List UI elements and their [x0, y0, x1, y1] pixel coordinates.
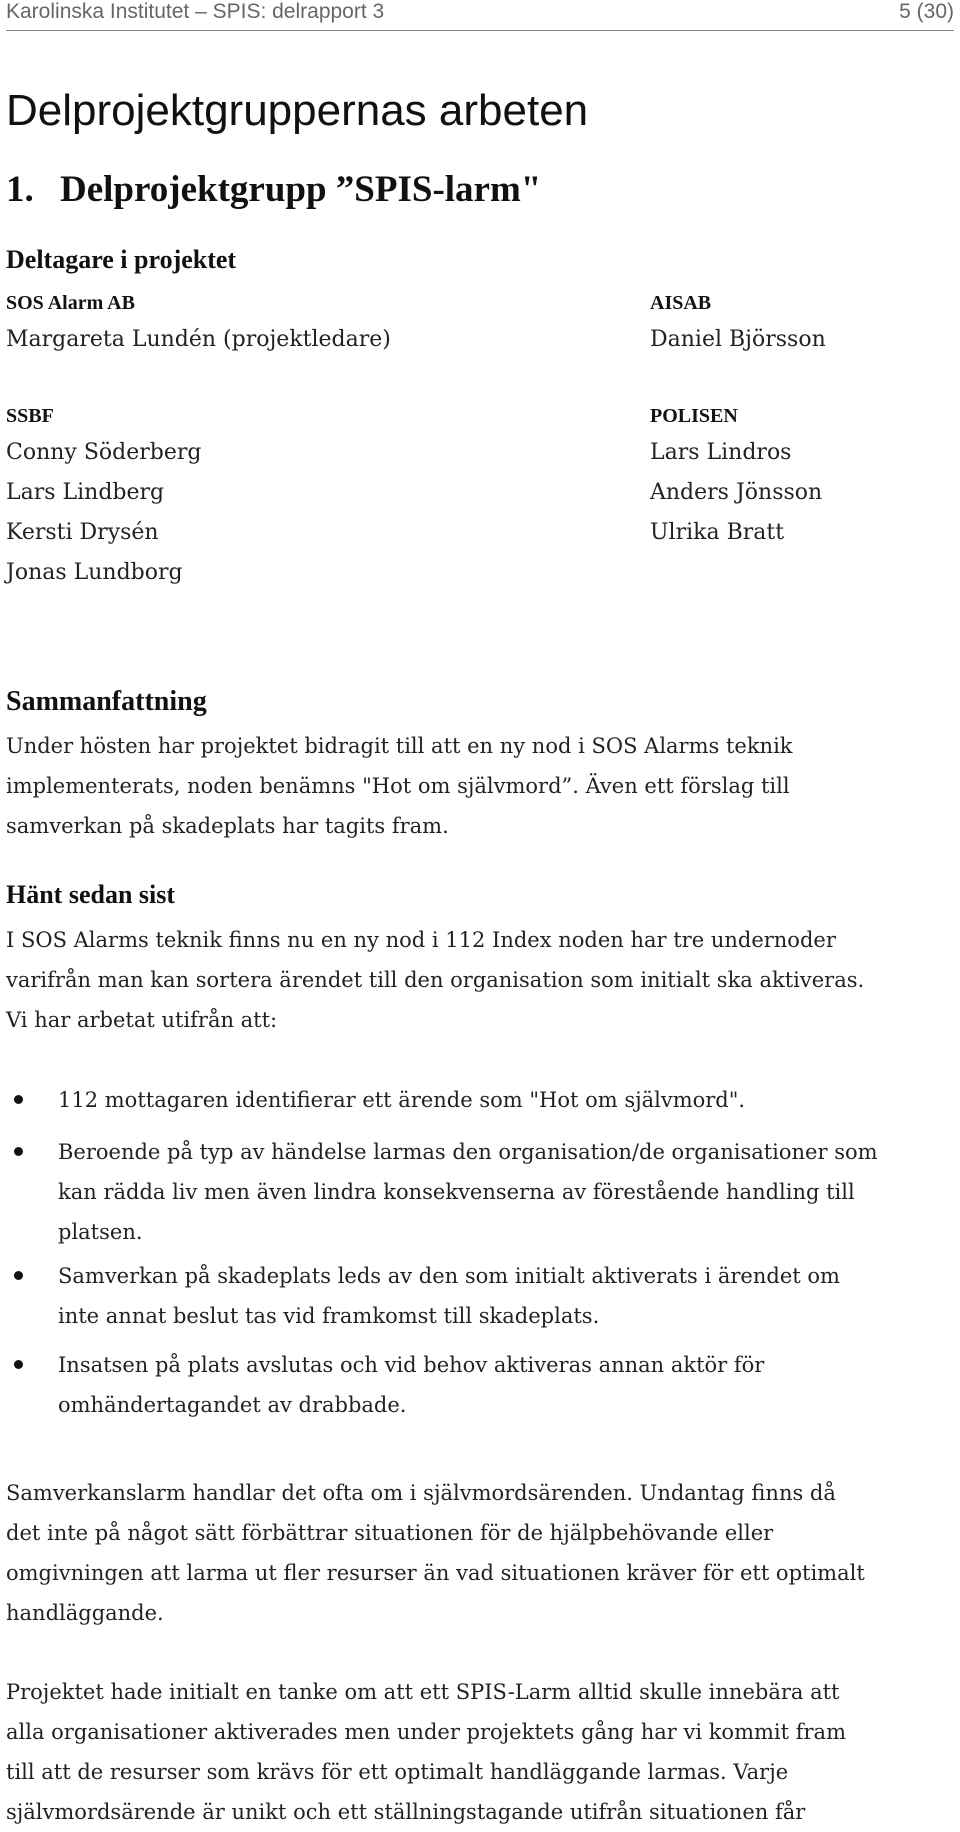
text-line: kan rädda liv men även lindra konsekvenserna av förestående handling till [58, 1180, 855, 1204]
bullet-icon [14, 1360, 23, 1369]
list-item-text [58, 1345, 958, 1425]
org-member: Lars Lindros [650, 440, 792, 465]
org-ssbf [6, 405, 201, 593]
org-member: Ulrika Bratt [650, 520, 785, 545]
org-name: SOS Alarm AB [6, 292, 135, 314]
org-member: Conny Söderberg [6, 440, 202, 465]
section-heading [6, 168, 541, 211]
summary-heading: Sammanfattning [6, 686, 207, 717]
org-member: Jonas Lundborg [6, 560, 183, 585]
participants-heading: Deltagare i projektet [6, 245, 237, 274]
org-name: SSBF [6, 405, 54, 427]
org-polisen [650, 405, 822, 553]
text-line: Samverkan på skadeplats leds av den som initialt aktiverats i ärendet om [58, 1264, 840, 1288]
section-number: 1. [6, 169, 34, 210]
org-member: Anders Jönsson [650, 480, 823, 505]
text-line: varifrån man kan sortera ärendet till den organisation som initialt ska aktiveras. [6, 968, 865, 992]
text-line: Under hösten har projektet bidragit till att en ny nod i SOS Alarms teknik [6, 734, 793, 758]
bullet-icon [14, 1095, 23, 1104]
text-line: omhändertagandet av drabbade. [58, 1393, 407, 1417]
text-line: omgivningen att larma ut fler resurser än vad situationen kräver för ett optimalt [6, 1561, 865, 1585]
list-item-text [58, 1256, 958, 1336]
summary-paragraph [6, 726, 946, 846]
list-item-text [58, 1080, 958, 1120]
org-member: Kersti Drysén [6, 520, 159, 545]
text-line: Projektet hade initialt en tanke om att ett SPIS-Larm alltid skulle innebära att [6, 1680, 840, 1704]
text-line: handläggande. [6, 1601, 164, 1625]
text-line: alla organisationer aktiverades men under projektets gång har vi kommit fram [6, 1720, 846, 1744]
text-line: 112 mottagaren identifierar ett ärende som "Hot om självmord". [58, 1088, 746, 1112]
page-number: 5 (30) [899, 0, 954, 23]
running-header [6, 0, 954, 31]
text-line: I SOS Alarms teknik finns nu en ny nod i 112 Index noden har tre undernoder [6, 928, 836, 952]
text-line: samverkan på skadeplats har tagits fram. [6, 814, 449, 838]
bullet-icon [14, 1147, 23, 1156]
org-name: AISAB [650, 292, 712, 314]
section-title: Delprojektgrupp ”SPIS-larm" [60, 169, 542, 210]
recent-paragraph [6, 920, 946, 1040]
text-line: till att de resurser som krävs för ett optimalt handläggande larmas. Varje [6, 1760, 789, 1784]
text-line: Vi har arbetat utifrån att: [6, 1008, 278, 1032]
org-member: Lars Lindberg [6, 480, 165, 505]
org-sos-alarm [6, 292, 391, 360]
org-member: Daniel Björsson [650, 327, 826, 352]
org-name: POLISEN [650, 405, 738, 427]
list-item-text [58, 1132, 958, 1252]
text-line: Beroende på typ av händelse larmas den organisation/de organisationer som [58, 1140, 878, 1164]
page-title: Delprojektgruppernas arbeten [6, 86, 589, 135]
header-title: Karolinska Institutet – SPIS: delrapport 3 [6, 0, 385, 23]
text-line: självmordsärende är unikt och ett ställningstagande utifrån situationen får [6, 1800, 806, 1824]
bullet-icon [14, 1271, 23, 1280]
text-line: det inte på något sätt förbättrar situationen för de hjälpbehövande eller [6, 1521, 774, 1545]
recent-heading: Hänt sedan sist [6, 880, 176, 909]
body-paragraph-2 [6, 1672, 946, 1832]
org-aisab [650, 292, 826, 360]
text-line: Insatsen på plats avslutas och vid behov aktiveras annan aktör för [58, 1353, 765, 1377]
body-paragraph-1 [6, 1473, 946, 1633]
text-line: platsen. [58, 1220, 143, 1244]
text-line: inte annat beslut tas vid framkomst till skadeplats. [58, 1304, 600, 1328]
text-line: Samverkanslarm handlar det ofta om i självmordsärenden. Undantag finns då [6, 1481, 836, 1505]
text-line: implementerats, noden benämns "Hot om självmord”. Även ett förslag till [6, 774, 790, 798]
org-member: Margareta Lundén (projektledare) [6, 327, 391, 352]
